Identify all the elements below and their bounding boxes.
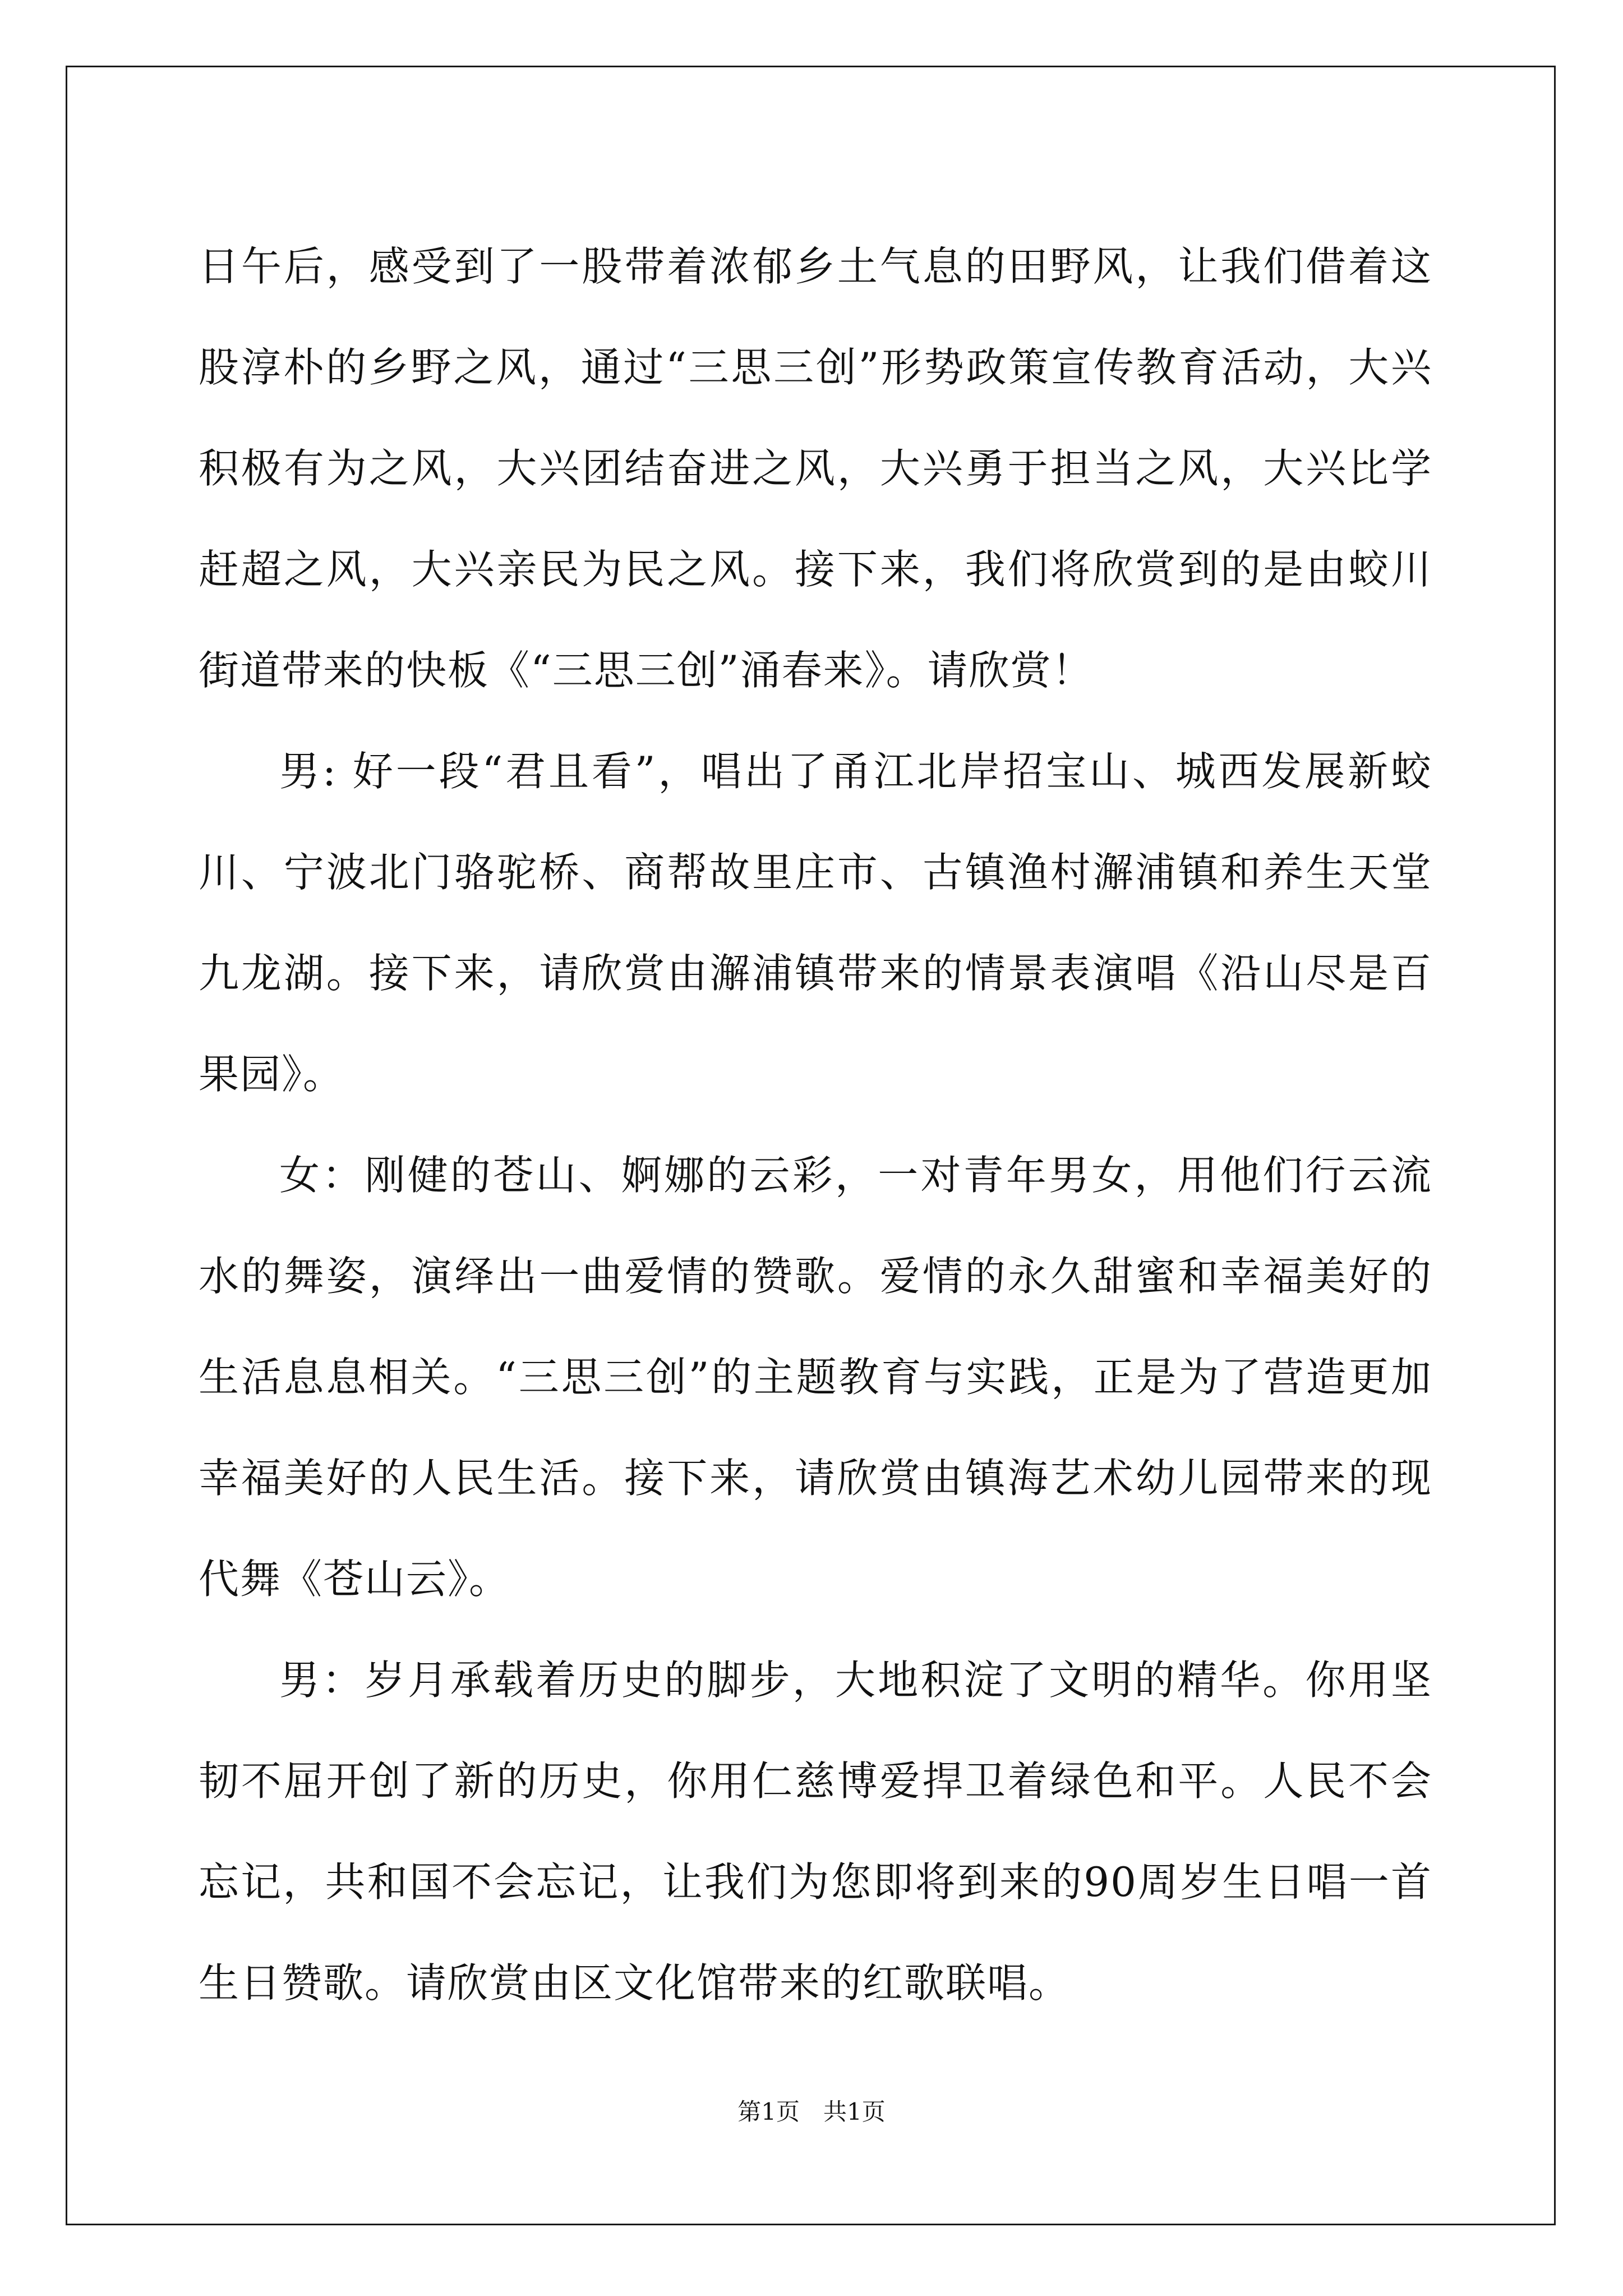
page-number-footer: 第1页 共1页	[737, 2098, 886, 2125]
document-body	[199, 216, 1432, 2033]
paragraph-3: 女：刚健的苍山、婀娜的云彩，一对青年男女，用他们行云流水的舞姿，演绎出一曲爱情的赞歌。爱情的永久甜蜜和幸福美好的生活息息相关。“三思三创”的主题教育与实践，正是为了营造更加幸福美好的人民生活。接下来，请欣赏由镇海艺术幼儿园带来的现代舞《苍山云》。	[199, 1152, 1432, 1603]
paragraph-2: 男: 好一段“君且看”，唱出了甬江北岸招宝山、城西发展新蛟川、宁波北门骆驼桥、商帮故里庄市、古镇渔村澥浦镇和养生天堂九龙湖。接下来，请欣赏由澥浦镇带来的情景表演唱《沿山尽是百果园》。	[199, 748, 1432, 1098]
paragraph-1: 日午后，感受到了一股带着浓郁乡土气息的田野风，让我们借着这股淳朴的乡野之风，通过“三思三创”形势政策宣传教育活动，大兴积极有为之风，大兴团结奋进之风，大兴勇于担当之风，大兴比学赶超之风，大兴亲民为民之风。接下来，我们将欣赏到的是由蛟川街道带来的快板《“三思三创”涌春来》。请欣赏！	[199, 243, 1432, 694]
paragraph-4: 男：岁月承载着历史的脚步，大地积淀了文明的精华。你用坚韧不屈开创了新的历史，你用仁慈博爱捍卫着绿色和平。人民不会忘记，共和国不会忘记，让我们为您即将到来的90周岁生日唱一首生日赞歌。请欣赏由区文化馆带来的红歌联唱。	[199, 1657, 1432, 2007]
